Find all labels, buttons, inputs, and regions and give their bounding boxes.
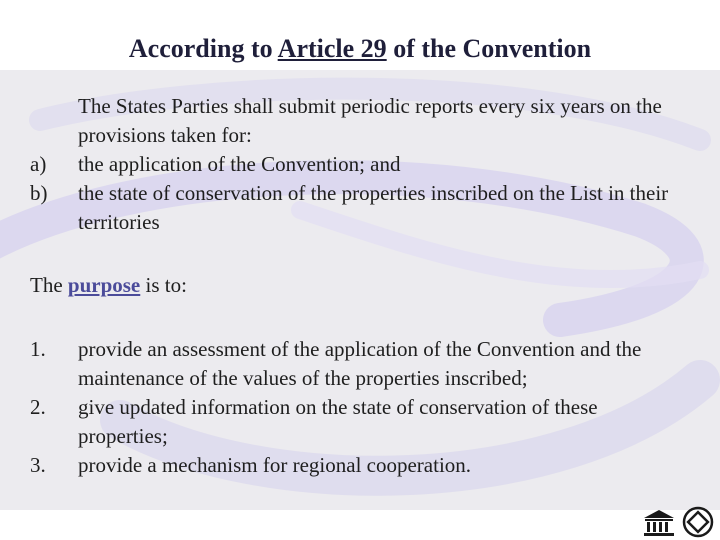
list-marker: 3. bbox=[30, 453, 46, 477]
list-text: the application of the Convention; and bbox=[78, 152, 401, 176]
list-item bbox=[30, 335, 700, 393]
intro-paragraph: The States Parties shall submit periodic reports every six years on the provisions taken for: bbox=[78, 94, 662, 147]
lettered-list bbox=[30, 150, 700, 237]
purpose-prefix: The bbox=[30, 273, 68, 297]
title-prefix: According to bbox=[128, 34, 278, 63]
numbered-list bbox=[30, 335, 700, 480]
list-text: provide an assessment of the application of the Convention and the maintenance of the values of the properties inscribed; bbox=[78, 337, 642, 390]
unesco-temple-icon bbox=[642, 508, 676, 538]
list-item bbox=[30, 393, 700, 451]
list-item bbox=[30, 150, 700, 179]
list-text: provide a mechanism for regional cooperation. bbox=[78, 453, 472, 477]
purpose-heading bbox=[30, 271, 187, 300]
list-text: the state of conservation of the properties inscribed on the List in their territories bbox=[78, 181, 669, 234]
list-text: give updated information on the state of conservation of these properties; bbox=[78, 395, 598, 448]
purpose-suffix: is to: bbox=[140, 273, 187, 297]
title-suffix: of the Convention bbox=[386, 34, 592, 63]
list-marker: 2. bbox=[30, 395, 46, 419]
world-heritage-emblem-icon bbox=[682, 506, 714, 538]
list-marker: 1. bbox=[30, 337, 46, 361]
list-marker: a) bbox=[30, 152, 47, 176]
purpose-keyword: purpose bbox=[67, 273, 141, 297]
list-item bbox=[30, 179, 700, 237]
list-item bbox=[30, 451, 700, 480]
footer-logos bbox=[642, 506, 714, 538]
slide-title bbox=[0, 34, 720, 64]
list-marker: b) bbox=[30, 181, 48, 205]
article-link[interactable]: Article 29 bbox=[277, 34, 387, 63]
